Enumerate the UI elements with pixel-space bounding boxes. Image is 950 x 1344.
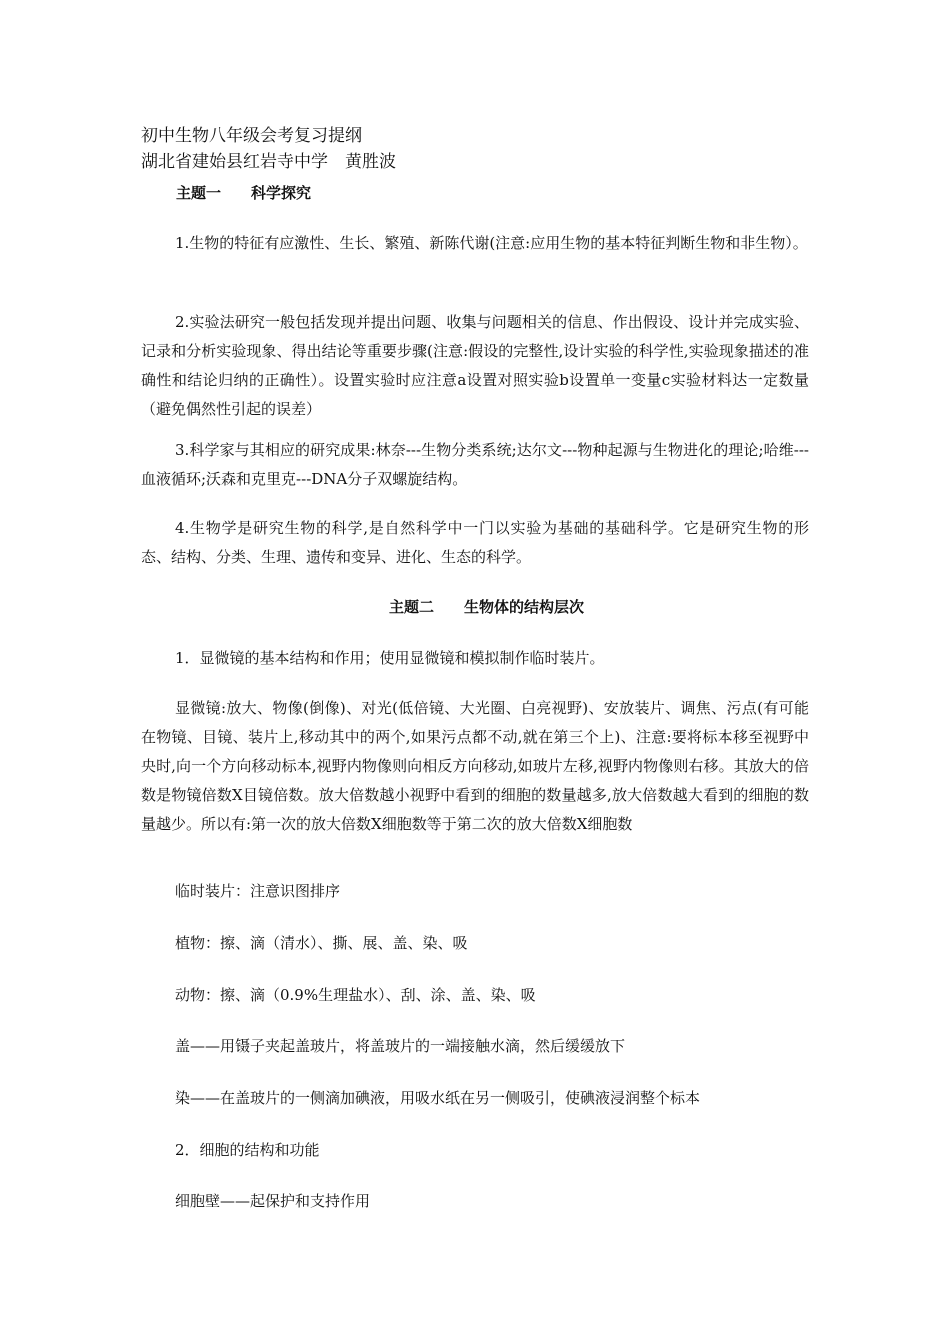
paragraph-1-4: 4.生物学是研究生物的科学,是自然科学中一门以实验为基础的基础科学。它是研究生物的形态、结构、分类、生理、遗传和变异、进化、生态的科学。	[141, 519, 809, 566]
item-microscope-title: 1．显微镜的基本结构和作用；使用显微镜和模拟制作临时装片。	[175, 649, 605, 667]
item-stain-step: 染——在盖玻片的一侧滴加碘液，用吸水纸在另一侧吸引，使碘液浸润整个标本	[175, 1089, 701, 1107]
item-cell-wall: 细胞壁——起保护和支持作用	[175, 1192, 371, 1210]
item-animal-steps: 动物：擦、滴（0.9%生理盐水）、刮、涂、盖、染、吸	[175, 986, 536, 1004]
section-heading-2: 主题二 生物体的结构层次	[389, 598, 585, 616]
item-cell-structure-title: 2．细胞的结构和功能	[175, 1141, 320, 1159]
document-title: 初中生物八年级会考复习提纲	[141, 126, 362, 146]
section-heading-1: 主题一 科学探究	[176, 184, 312, 202]
paragraph-microscope: 显微镜:放大、物像(倒像)、对光(低倍镜、大光圈、白亮视野)、安放装片、调焦、污点(有可能在物镜、目镜、装片上,移动其中的两个,如果污点都不动,就在第三个上)、注意:要将标本移至视野中央时,向一个方向移动标本,视野内物像则向相反方向移动,如玻片左移,视野内物像则右移。其放大的倍数是物镜倍数X目镜倍数。放大倍数越小视野中看到的细胞的数量越多,放大倍数越大看到的细胞的数量越少。所以有:第一次的放大倍数X细胞数等于第二次的放大倍数X细胞数	[141, 699, 809, 833]
item-temporary-slide: 临时装片：注意识图排序	[175, 882, 341, 900]
paragraph-1-3: 3.科学家与其相应的研究成果:林奈---生物分类系统;达尔文---物种起源与生物进化的理论;哈维---血液循环;沃森和克里克---DNA分子双螺旋结构。	[141, 441, 809, 488]
paragraph-1-1: 1.生物的特征有应激性、生长、繁殖、新陈代谢(注意:应用生物的基本特征判断生物和非生物）。	[175, 234, 808, 252]
item-cover-step: 盖——用镊子夹起盖玻片，将盖玻片的一端接触水滴，然后缓缓放下	[175, 1037, 626, 1055]
paragraph-1-2: 2.实验法研究一般包括发现并提出问题、收集与问题相关的信息、作出假设、设计并完成实验、记录和分析实验现象、得出结论等重要步骤(注意:假设的完整性,设计实验的科学性,实验现象描述的准确性和结论归纳的正确性）。设置实验时应注意a设置对照实验b设置单一变量c实验材料达一定数量（避免偶然性引起的误差）	[141, 313, 809, 418]
author-line: 湖北省建始县红岩寺中学 黄胜波	[141, 152, 396, 172]
item-plant-steps: 植物：擦、滴（清水）、撕、展、盖、染、吸	[175, 934, 468, 952]
